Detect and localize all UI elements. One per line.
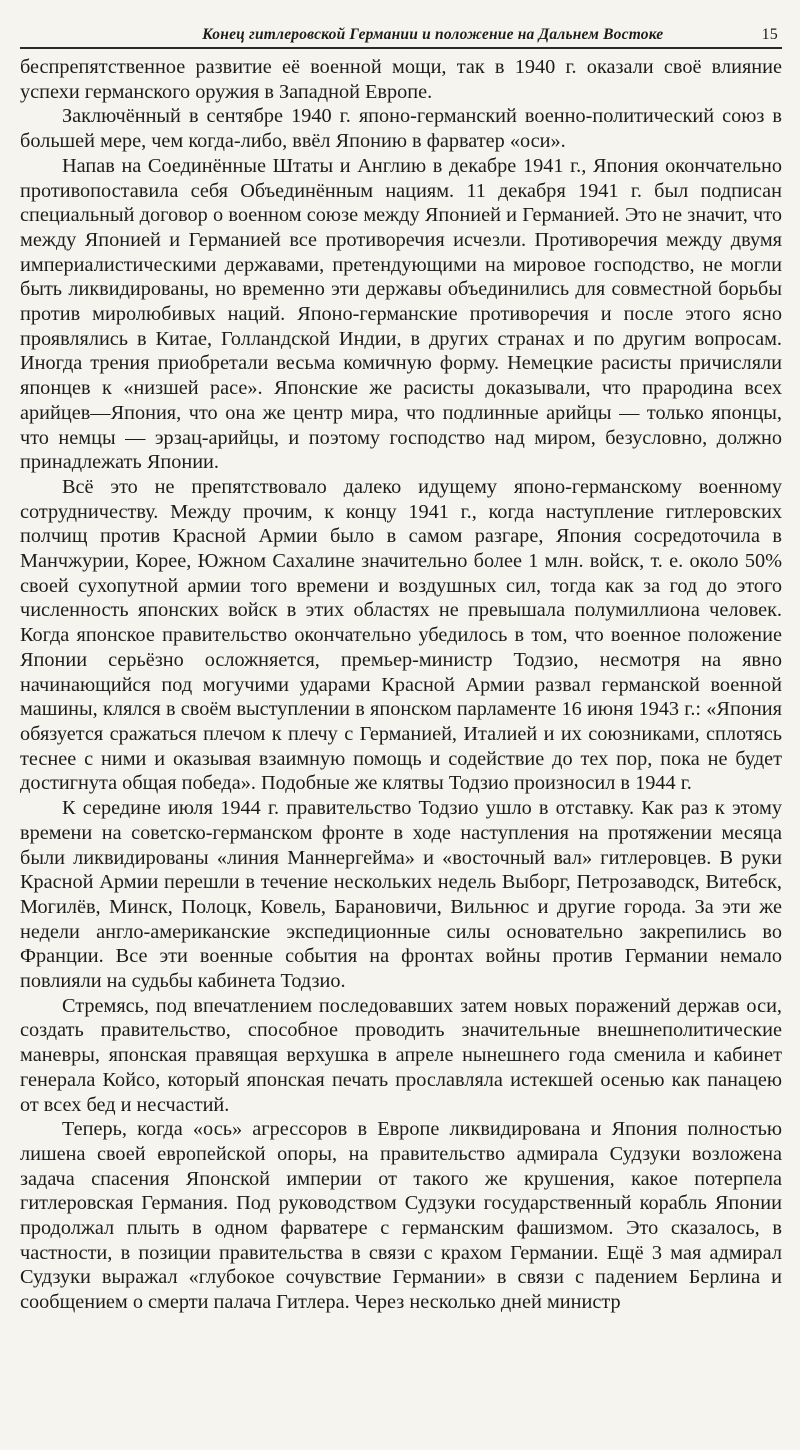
- paragraph: Теперь, когда «ось» агрессоров в Европе ликвидирована и Япония полностью лишена своей европейской опоры, на правительство адмирала Судзуки возложена задача спасения Японской империи от такого же крушения, какое потерпела гитлеровская Германия. Под руководством Судзуки государственный корабль Японии продолжал плыть в одном фарватере с германским фашизмом. Это сказалось, в частности, в позиции правительства в связи с крахом Германии. Ещё 3 мая адмирал Судзуки выражал «глубокое сочувствие Германии» в связи с падением Берлина и сообщением о смерти палача Гитлера. Через несколько дней министр: [20, 1118, 782, 1314]
- paragraph-continuation: беспрепятственное развитие её военной мощи, так в 1940 г. оказали своё влияние успехи германского оружия в Западной Европе.: [20, 56, 782, 103]
- paragraph: Заключённый в сентябре 1940 г. японо-германский военно-политический союз в большей мере, чем когда-либо, ввёл Японию в фарватер «оси».: [20, 105, 782, 153]
- running-head-title: Конец гитлеровской Германии и положение на Дальнем Востоке: [202, 26, 664, 43]
- page-number: 15: [761, 26, 778, 43]
- paragraph: Всё это не препятствовало далеко идущему японо-германскому военному сотрудничеству. Между прочим, к концу 1941 г., когда наступление гитлеровских полчищ против Красной Армии было в самом разгаре, Япония сосредоточила в Манчжурии, Корее, Южном Сахалине значительно более 1 млн. войск, т. е. около 50% своей сухопутной армии того времени и воздушных сил, тогда как за год до этого численность японских войск в этих областях не превышала полумиллиона человек. Когда японское правительство окончательно убедилось в том, что военное положение Японии серьёзно осложняется, премьер-министр Тодзио, несмотря на явно начинающийся под могучими ударами Красной Армии развал германской военной машины, клялся в своём выступлении в японском парламенте 16 июня 1943 г.: «Япония обязуется сражаться плечом к плечу с Германией, Италией и их союзниками, сплотясь теснее с ними и оказывая взаимную помощь и содействие до тех пор, пока не будет достигнута общая победа». Подобные же клятвы Тодзио произносил в 1944 г.: [20, 475, 782, 795]
- running-head: [20, 26, 782, 49]
- paragraph: Напав на Соединённые Штаты и Англию в декабре 1941 г., Япония окончательно противопоставила себя Объединённым нациям. 11 декабря 1941 г. был подписан специальный договор о военном союзе между Японией и Германией. Это не значит, что между Японией и Германией все противоречия исчезли. Противоречия между двумя империалистическими державами, претендующими на мировое господство, не могли быть ликвидированы, но временно эти державы объединились для совместной борьбы против миролюбивых наций. Японо-германские противоречия и после этого ясно проявлялись в Китае, Голландской Индии, в других странах и по другим вопросам. Иногда трения приобретали весьма комичную форму. Немецкие расисты причисляли японцев к «низшей расе». Японские же расисты доказывали, что прародина всех арийцев—Япония, что она же центр мира, что подлинные арийцы — только японцы, что немцы — эрзац-арийцы, и поэтому господство над миром, безусловно, должно принадлежать Японии.: [20, 154, 782, 474]
- body-text: [20, 55, 782, 1315]
- paragraph: К середине июля 1944 г. правительство Тодзио ушло в отставку. Как раз к этому времени на советско-германском фронте в ходе наступления на протяжении месяца были ликвидированы «линия Маннергейма» и «восточный вал» гитлеровцев. В руки Красной Армии перешли в течение нескольких недель Выборг, Петрозаводск, Витебск, Могилёв, Минск, Полоцк, Ковель, Барановичи, Вильнюс и другие города. За эти же недели англо-американские экспедиционные силы основательно закрепились во Франции. Все эти военные события на фронтах войны против Германии немало повлияли на судьбы кабинета Тодзио.: [20, 797, 782, 993]
- paragraph: Стремясь, под впечатлением последовавших затем новых поражений держав оси, создать правительство, способное проводить значительные внешнеполитические маневры, японская правящая верхушка в апреле нынешнего года сменила и кабинет генерала Койсо, который японская печать прославляла истекшей осенью как панацею от всех бед и несчастий.: [20, 994, 782, 1116]
